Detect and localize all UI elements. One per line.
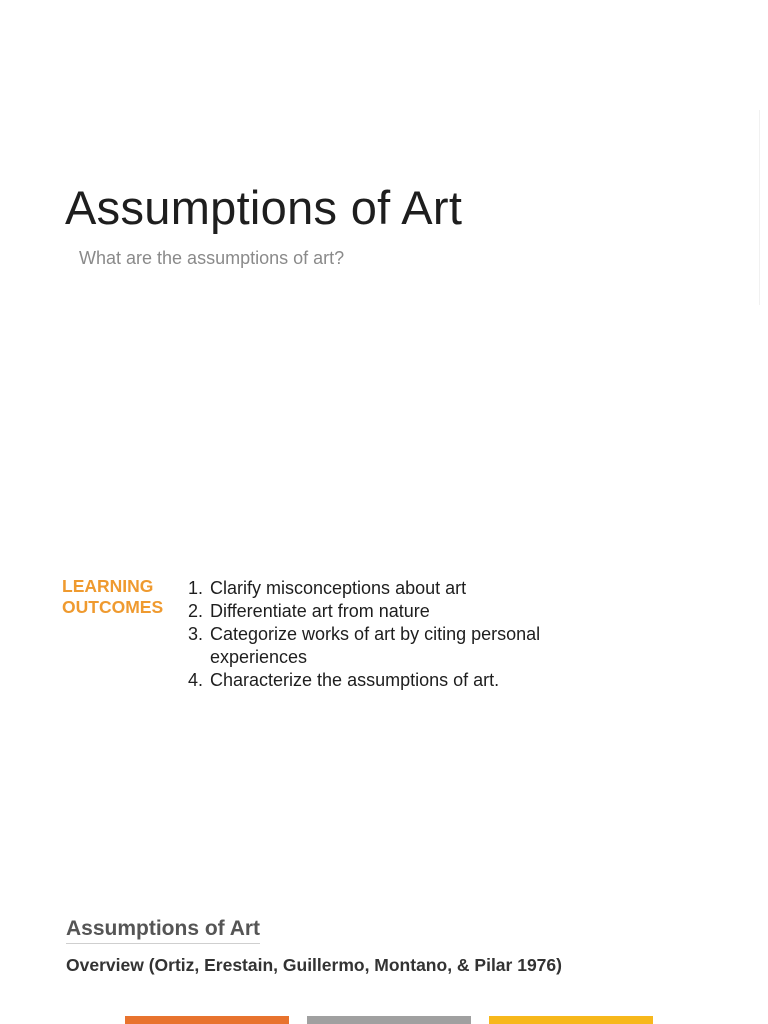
list-item-text: Differentiate art from nature [210, 601, 430, 621]
list-item-number: 4. [188, 670, 204, 690]
list-item-text: Categorize works of art by citing personal experiences [210, 624, 541, 667]
gray-accent-bar [307, 1016, 471, 1024]
section-title: Assumptions of Art [66, 917, 260, 944]
list-item [188, 600, 638, 623]
learning-outcomes-label-line1: LEARNING [62, 576, 154, 596]
list-item-number: 2. [188, 601, 204, 621]
learning-outcomes-list [188, 577, 638, 692]
list-item-number: 3. [188, 624, 204, 644]
learning-outcomes-label-line2: OUTCOMES [62, 597, 164, 617]
learning-outcomes-label [62, 576, 184, 618]
overview-heading: Overview (Ortiz, Erestain, Guillermo, Montano, & Pilar 1976) [66, 955, 562, 975]
page-subtitle: What are the assumptions of art? [79, 248, 345, 268]
page-edge-divider [759, 110, 760, 305]
list-item [188, 669, 638, 692]
yellow-accent-bar [489, 1016, 653, 1024]
list-item-text: Clarify misconceptions about art [210, 578, 467, 598]
list-item-text: Characterize the assumptions of art. [210, 670, 500, 690]
list-item [188, 623, 638, 669]
list-item [188, 577, 638, 600]
page-title: Assumptions of Art [65, 181, 463, 234]
orange-accent-bar [125, 1016, 289, 1024]
list-item-number: 1. [188, 578, 204, 598]
